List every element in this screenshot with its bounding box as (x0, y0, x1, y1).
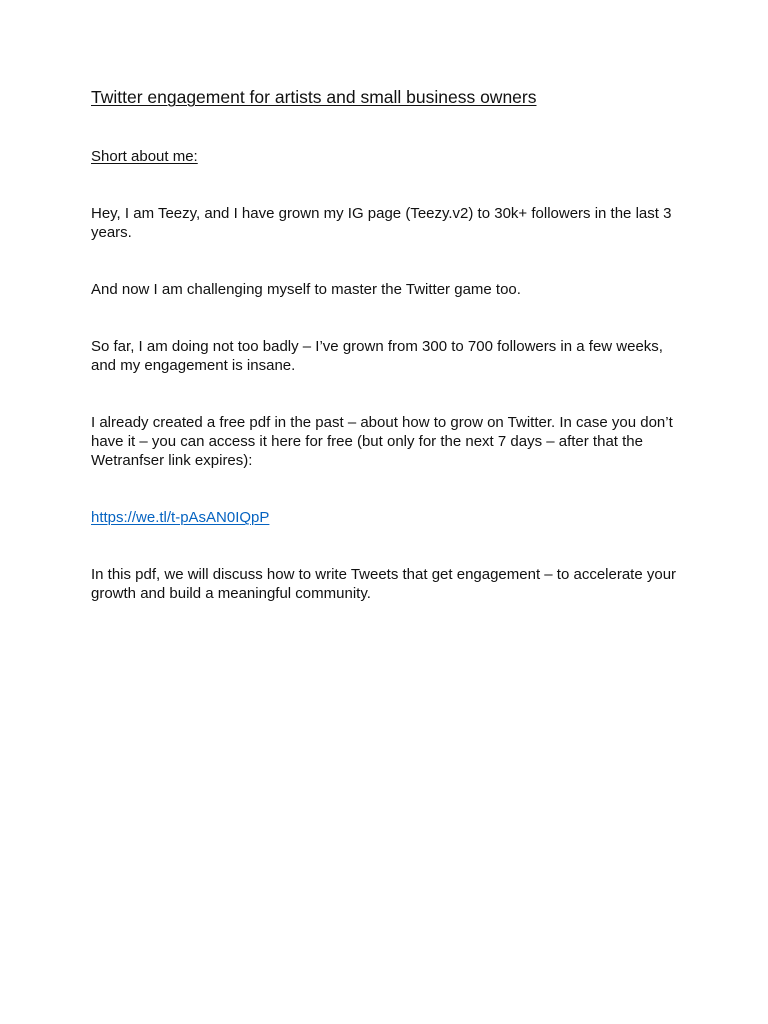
document-body (91, 86, 681, 603)
progress-paragraph: So far, I am doing not too badly – I’ve grown from 300 to 700 followers in a few weeks, and my engagement is insane. (91, 338, 663, 374)
wetransfer-link[interactable]: https://we.tl/t-pAsAN0IQpP (91, 509, 270, 526)
intro-paragraph: Hey, I am Teezy, and I have grown my IG page (Teezy.v2) to 30k+ followers in the last 3 years. (91, 205, 672, 241)
document-title: Twitter engagement for artists and small business owners (91, 87, 537, 107)
free-pdf-paragraph: I already created a free pdf in the past – about how to grow on Twitter. In case you don’t have it – you can access it here for free (but only for the next 7 days – after that the Wetranfser link expires): (91, 414, 673, 469)
closing-paragraph: In this pdf, we will discuss how to write Tweets that get engagement – to accelerate your growth and build a meaningful community. (91, 566, 677, 602)
section-heading: Short about me: (91, 148, 198, 165)
challenge-paragraph: And now I am challenging myself to master the Twitter game too. (91, 281, 521, 298)
